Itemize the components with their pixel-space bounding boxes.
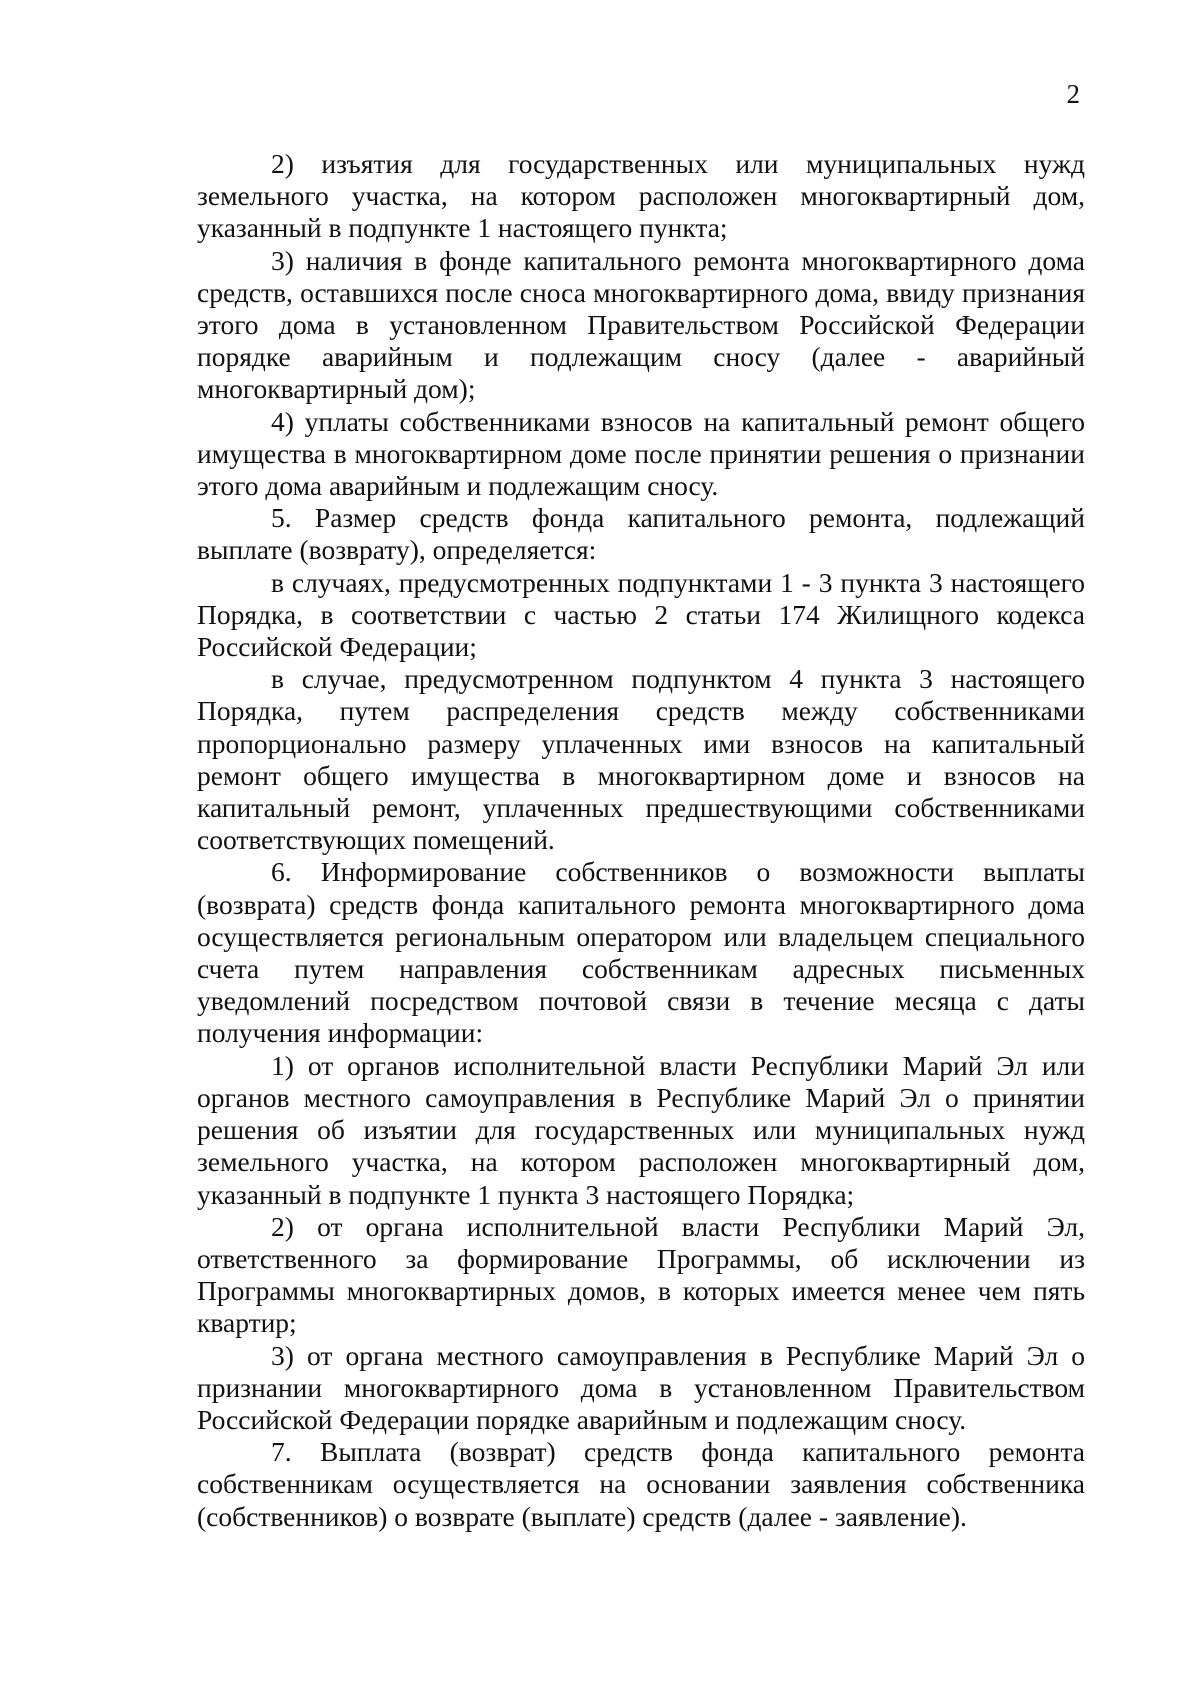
paragraph-item-6: 6. Информирование собственников о возможности выплаты (возврата) средств фонда капитального ремонта многоквартирного дома осуществляется региональным оператором или владельцем специального счета путем направления собственникам адресных письменных уведомлений посредством почтовой связи в течение месяца с даты получения информации: — [197, 856, 1085, 1049]
paragraph-item-5: 5. Размер средств фонда капитального ремонта, подлежащий выплате (возврату), определяется: — [197, 502, 1085, 566]
paragraph-item-7: 7. Выплата (возврат) средств фонда капитального ремонта собственникам осуществляется на основании заявления собственника (собственников) о возврате (выплате) средств (далее - заявление). — [197, 1436, 1085, 1532]
paragraph-item-5-case-1: в случаях, предусмотренных подпунктами 1 - 3 пункта 3 настоящего Порядка, в соответствии с частью 2 статьи 174 Жилищного кодекса Российской Федерации; — [197, 566, 1085, 663]
paragraph-item-6-source-1: 1) от органов исполнительной власти Республики Марий Эл или органов местного самоуправления в Республике Марий Эл о принятии решения об изъятии для государственных или муниципальных нужд земельного участка, на котором расположен многоквартирный дом, указанный в подпункте 1 пункта 3 настоящего Порядка; — [197, 1049, 1085, 1210]
paragraph-item-6-source-2: 2) от органа исполнительной власти Республики Марий Эл, ответственного за формирование Программы, об исключении из Программы многоквартирных домов, в которых имеется менее чем пять квартир; — [197, 1210, 1085, 1339]
paragraph-subitem-2: 2) изъятия для государственных или муниципальных нужд земельного участка, на котором расположен многоквартирный дом, указанный в подпункте 1 настоящего пункта; — [197, 148, 1085, 244]
paragraph-item-5-case-2: в случае, предусмотренном подпунктом 4 пункта 3 настоящего Порядка, путем распределения средств между собственниками пропорционально размеру уплаченных ими взносов на капитальный ремонт общего имущества в многоквартирном доме и взносов на капитальный ремонт, уплаченных предшествующими собственниками соответствующих помещений. — [197, 663, 1085, 856]
paragraph-item-6-source-3: 3) от органа местного самоуправления в Республике Марий Эл о признании многоквартирного дома в установленном Правительством Российской Федерации порядке аварийным и подлежащим сносу. — [197, 1339, 1085, 1435]
paragraph-subitem-4: 4) уплаты собственниками взносов на капитальный ремонт общего имущества в многоквартирном доме после принятии решения о признании этого дома аварийным и подлежащим сносу. — [197, 405, 1085, 502]
document-body — [197, 148, 1085, 1533]
page-number: 2 — [1066, 79, 1080, 109]
paragraph-subitem-3: 3) наличия в фонде капитального ремонта многоквартирного дома средств, оставшихся после сноса многоквартирного дома, ввиду признания этого дома в установленном Правительством Российской Федерации порядке аварийным и подлежащим сносу (далее - аварийный многоквартирный дом); — [197, 244, 1085, 405]
